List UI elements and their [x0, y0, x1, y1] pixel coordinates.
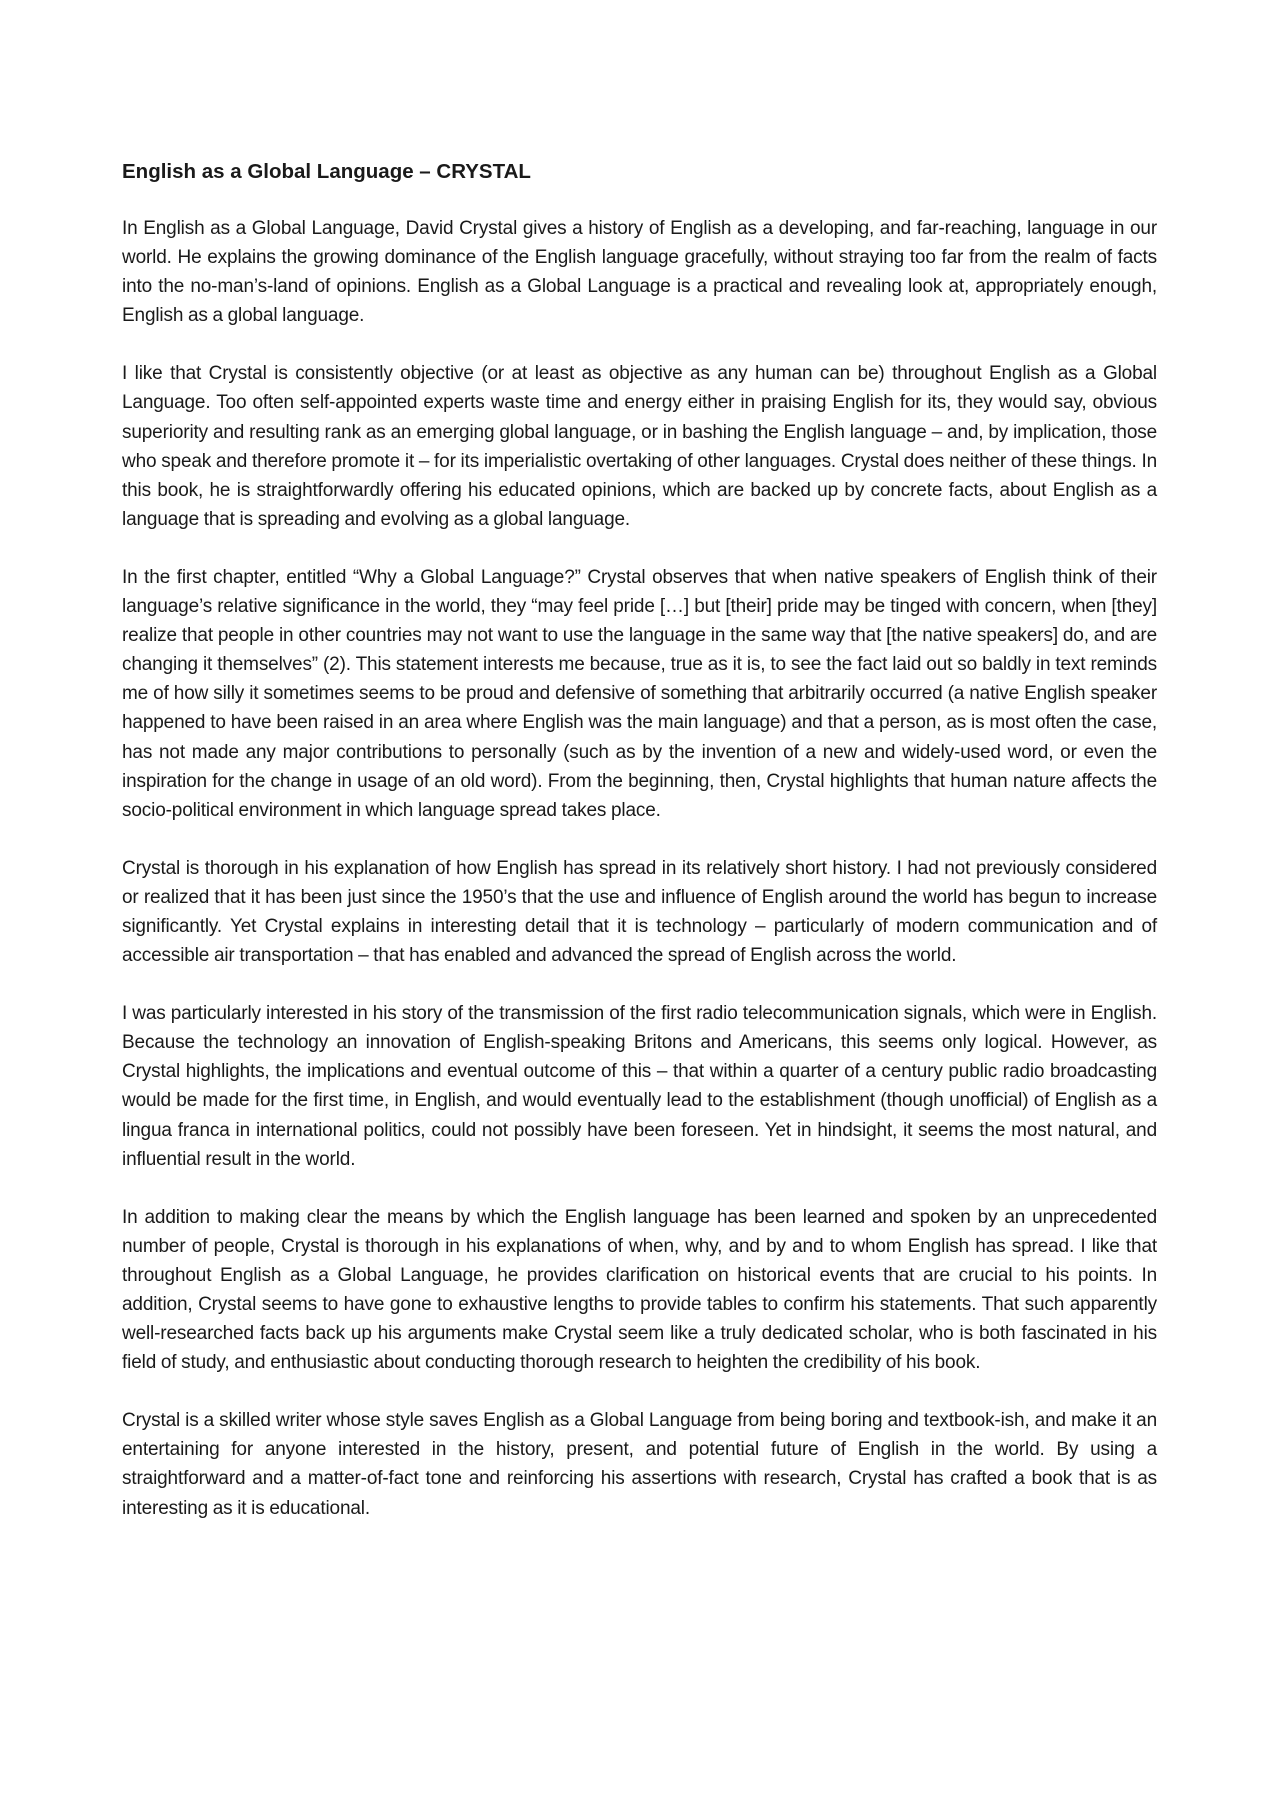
- paragraph-6: In addition to making clear the means by which the English language has been learned and spoken by an unprecedented number of people, Crystal is thorough in his explanations of when, why, and by and to whom English has spread. I like that throughout English as a Global Language, he provides clarification on historical events that are crucial to his points. In addition, Crystal seems to have gone to exhaustive lengths to provide tables to confirm his statements. That such apparently well-researched facts back up his arguments make Crystal seem like a truly dedicated scholar, who is both fascinated in his field of study, and enthusiastic about conducting thorough research to heighten the credibility of his book.: [122, 1206, 1157, 1374]
- document-title: English as a Global Language – CRYSTAL: [122, 160, 531, 183]
- paragraph-2: I like that Crystal is consistently objective (or at least as objective as any human can be) throughout English as a Global Language. Too often self-appointed experts waste time and energy either in praising English for its, they would say, obvious superiority and resulting rank as an emerging global language, or in bashing the English language – and, by implication, those who speak and therefore promote it – for its imperialistic overtaking of other languages. Crystal does neither of these things. In this book, he is straightforwardly offering his educated opinions, which are backed up by concrete facts, about English as a language that is spreading and evolving as a global language.: [122, 363, 1157, 530]
- paragraph-1: In English as a Global Language, David Crystal gives a history of English as a developing, and far-reaching, language in our world. He explains the growing dominance of the English language gracefully, without straying too far from the realm of facts into the no-man’s-land of opinions. English as a Global Language is a practical and revealing look at, appropriately enough, English as a global language.: [122, 218, 1157, 327]
- paragraph-5: I was particularly interested in his story of the transmission of the first radio telecommunication signals, which were in English. Because the technology an innovation of English-speaking Britons and Americans, this seems only logical. However, as Crystal highlights, the implications and eventual outcome of this – that within a quarter of a century public radio broadcasting would be made for the first time, in English, and would eventually lead to the establishment (though unofficial) of English as a lingua franca in international politics, could not possibly have been foreseen. Yet in hindsight, it seems the most natural, and influential result in the world.: [122, 1003, 1157, 1170]
- paragraph-4: Crystal is thorough in his explanation of how English has spread in its relatively short history. I had not previously considered or realized that it has been just since the 1950’s that the use and influence of English around the world has begun to increase significantly. Yet Crystal explains in interesting detail that it is technology – particularly of modern communication and of accessible air transportation – that has enabled and advanced the spread of English across the world.: [122, 857, 1157, 967]
- paragraph-7: Crystal is a skilled writer whose style saves English as a Global Language from being boring and textbook-ish, and make it an entertaining for anyone interested in the history, present, and potential future of English in the world. By using a straightforward and a matter-of-fact tone and reinforcing his assertions with research, Crystal has crafted a book that is as interesting as it is educational.: [122, 1410, 1157, 1519]
- document-body: [122, 157, 1157, 1552]
- paragraph-3: In the first chapter, entitled “Why a Global Language?” Crystal observes that when native speakers of English think of their language’s relative significance in the world, they “may feel pride […] but [their] pride may be tinged with concern, when [they] realize that people in other countries may not want to use the language in the same way that [the native speakers] do, and are changing it themselves” (2). This statement interests me because, true as it is, to see the fact laid out so baldly in text reminds me of how silly it sometimes seems to be proud and defensive of something that arbitrarily occurred (a native English speaker happened to have been raised in an area where English was the main language) and that a person, as is most often the case, has not made any major contributions to personally (such as by the invention of a new and widely-used word, or even the inspiration for the change in usage of an old word). From the beginning, then, Crystal highlights that human nature affects the socio-political environment in which language spread takes place.: [122, 566, 1157, 821]
